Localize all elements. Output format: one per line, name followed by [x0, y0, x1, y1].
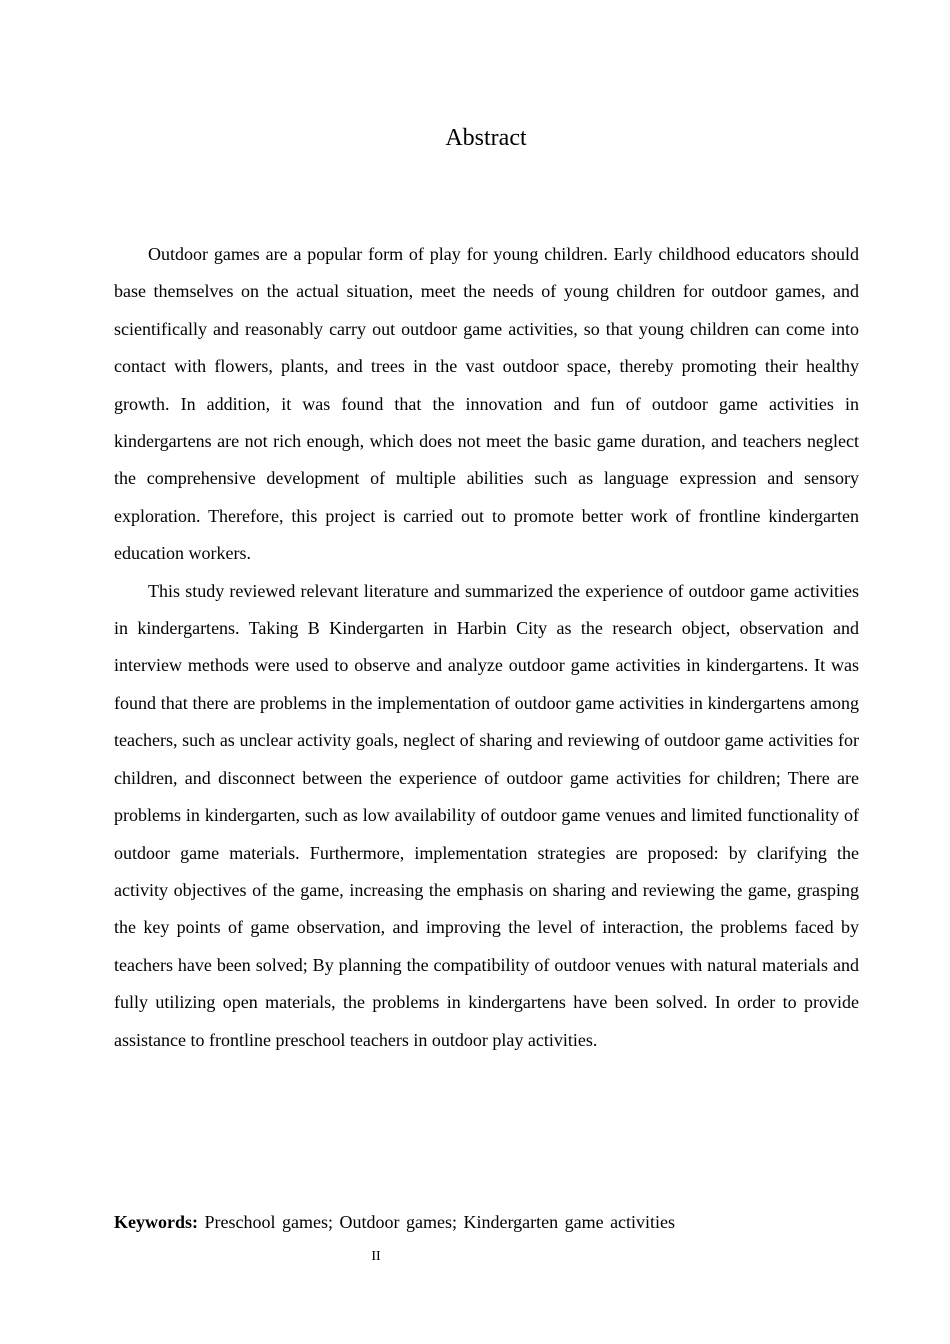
page-number: II	[371, 1249, 381, 1264]
page-title: Abstract	[445, 125, 527, 151]
abstract-paragraph-1: Outdoor games are a popular form of play for young children. Early childhood educators should base themselves on the actual situation, meet the needs of young children for outdoor games, and scientifically and reasonably carry out outdoor game activities, so that young children can come into contact with flowers, plants, and trees in the vast outdoor space, thereby promoting their healthy growth. In addition, it was found that the innovation and fun of outdoor game activities in kindergartens are not rich enough, which does not meet the basic game duration, and teachers neglect the comprehensive development of multiple abilities such as language expression and sensory exploration. Therefore, this project is carried out to promote better work of frontline kindergarten education workers.	[114, 244, 859, 564]
keywords-line	[114, 1206, 859, 1238]
abstract-body	[114, 236, 859, 1059]
keywords-text: Preschool games; Outdoor games; Kindergarten game activities	[204, 1212, 676, 1232]
abstract-paragraph-2: This study reviewed relevant literature and summarized the experience of outdoor game activities in kindergartens. Taking B Kindergarten in Harbin City as the research object, observation and interview methods were used to observe and analyze outdoor game activities in kindergartens. It was found that there are problems in the implementation of outdoor game activities in kindergartens among teachers, such as unclear activity goals, neglect of sharing and reviewing of outdoor game activities for children, and disconnect between the experience of outdoor game activities for children; There are problems in kindergarten, such as low availability of outdoor game venues and limited functionality of outdoor game materials. Furthermore, implementation strategies are proposed: by clarifying the activity objectives of the game, increasing the emphasis on sharing and reviewing the game, grasping the key points of game observation, and improving the level of interaction, the problems faced by teachers have been solved; By planning the compatibility of outdoor venues with natural materials and fully utilizing open materials, the problems in kindergartens have been solved. In order to provide assistance to frontline preschool teachers in outdoor play activities.	[114, 580, 859, 1050]
keywords-label: Keywords:	[114, 1212, 205, 1232]
